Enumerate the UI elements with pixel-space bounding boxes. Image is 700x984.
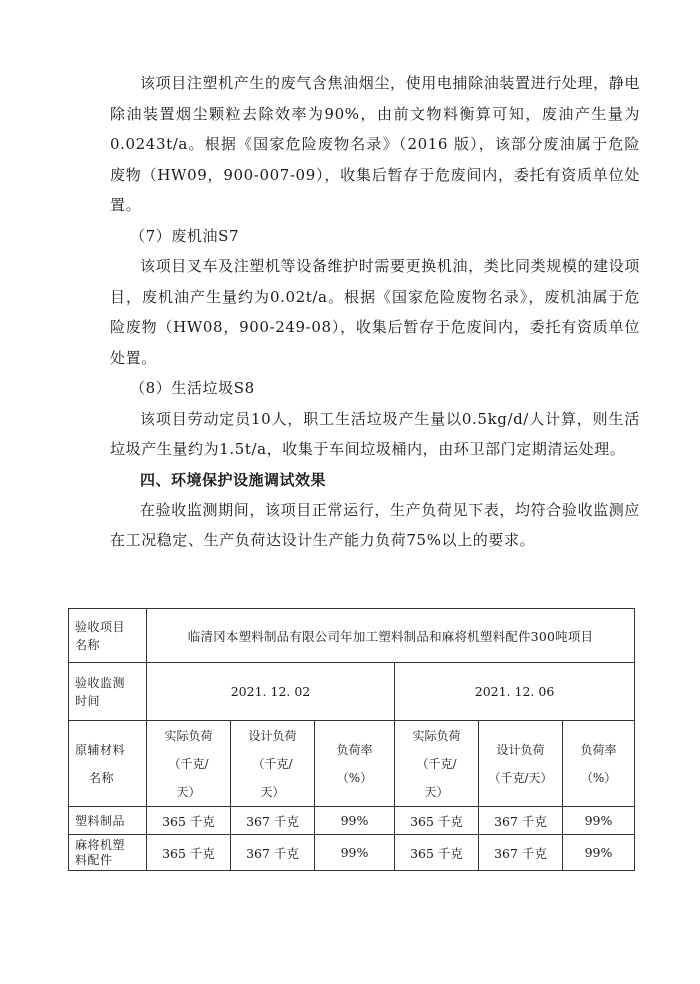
- paragraph-waste-engine-oil: 该项目叉车及注塑机等设备维护时需要更换机油，类比同类规模的建设项目，废机油产生量约为0.02t/a。根据《国家危险废物名录》，废机油属于危险废物（HW08，900-249-08），收集后暂存于危废间内，委托有资质单位处置。: [110, 257, 640, 367]
- material-label-cell: [69, 721, 147, 807]
- actual-load-header-1-line2: （千克/: [168, 756, 209, 771]
- production-load-table: [68, 608, 635, 871]
- material-name-line2: 料配件: [75, 852, 113, 867]
- material-name: [69, 835, 147, 871]
- design-load-header-1-line3: 天）: [260, 784, 285, 799]
- actual-load-2: 365 千克: [395, 835, 479, 871]
- load-rate-header-2-line1: 负荷率: [580, 742, 617, 757]
- material-label-line1: 原辅材料: [75, 742, 126, 757]
- time-label-line2: 时间: [75, 693, 101, 708]
- table-row: [69, 835, 635, 871]
- design-load-1: 367 千克: [231, 807, 315, 835]
- design-load-2: 367 千克: [479, 807, 563, 835]
- actual-load-2: 365 千克: [395, 807, 479, 835]
- monitoring-date-1: 2021. 12. 02: [147, 663, 395, 721]
- table-row-project: [69, 609, 635, 663]
- project-name: 临清冈本塑料制品有限公司年加工塑料制品和麻将机塑料配件300吨项目: [147, 609, 635, 663]
- paragraph-waste-oil: 该项目注塑机产生的废气含焦油烟尘，使用电捕除油装置进行处理，静电除油装置烟尘颗粒去除效率为90%，由前文物料衡算可知，废油产生量为0.0243t/a。根据《国家危险废物名录》（2016 版），该部分废油属于危险废物（HW09，900-007-09），收集后暂存于危废间内，委托有资质单位处置。: [110, 74, 640, 214]
- table-row: [69, 807, 635, 835]
- actual-load-1: 365 千克: [147, 835, 231, 871]
- paragraph-domestic-garbage: 该项目劳动定员10人，职工生活垃圾产生量以0.5kg/d/人计算，则生活垃圾产生量约为1.5t/a，收集于车间垃圾桶内，由环卫部门定期清运处理。: [110, 409, 640, 458]
- load-rate-header-1: [315, 721, 395, 807]
- actual-load-header-2-line3: 天）: [424, 784, 449, 799]
- heading-domestic-garbage: （8）生活垃圾S8: [130, 379, 255, 397]
- design-load-header-2: [479, 721, 563, 807]
- load-rate-header-1-line2: （%）: [336, 770, 373, 785]
- load-rate-1: 99%: [315, 807, 395, 835]
- project-label-line1: 验收项目: [75, 619, 126, 634]
- design-load-header-1: [231, 721, 315, 807]
- table-row-time: [69, 663, 635, 721]
- actual-load-header-2: [395, 721, 479, 807]
- design-load-header-2-line1: 设计负荷: [496, 742, 545, 757]
- load-rate-header-2-line2: （%）: [580, 770, 617, 785]
- material-label-line2: 名称: [89, 770, 115, 785]
- material-name-line1: 麻将机塑: [75, 837, 126, 852]
- material-name: 塑料制品: [69, 807, 147, 835]
- actual-load-header-1-line1: 实际负荷: [164, 728, 213, 743]
- design-load-header-1-line2: （千克/: [252, 756, 293, 771]
- time-label-cell: [69, 663, 147, 721]
- load-rate-header-1-line1: 负荷率: [336, 742, 373, 757]
- project-label-line2: 名称: [75, 637, 101, 652]
- paragraph-monitoring: 在验收监测期间，该项目正常运行，生产负荷见下表，均符合验收监测应在工况稳定、生产负荷达设计生产能力负荷75%以上的要求。: [110, 500, 640, 549]
- load-rate-header-2: [563, 721, 635, 807]
- time-label-line1: 验收监测: [75, 675, 126, 690]
- table-row-column-headers: [69, 721, 635, 807]
- actual-load-header-2-line2: （千克/: [416, 756, 457, 771]
- load-rate-2: 99%: [563, 835, 635, 871]
- design-load-1: 367 千克: [231, 835, 315, 871]
- design-load-header-2-line2: （千克/天）: [488, 770, 553, 785]
- project-label-cell: [69, 609, 147, 663]
- section-heading-4: 四、环境保护设施调试效果: [140, 470, 327, 489]
- heading-waste-engine-oil: （7）废机油S7: [130, 226, 240, 245]
- design-load-header-1-line1: 设计负荷: [248, 728, 297, 743]
- actual-load-header-1-line3: 天）: [176, 784, 201, 799]
- actual-load-header-2-line1: 实际负荷: [412, 728, 461, 743]
- load-rate-2: 99%: [563, 807, 635, 835]
- actual-load-1: 365 千克: [147, 807, 231, 835]
- actual-load-header-1: [147, 721, 231, 807]
- monitoring-date-2: 2021. 12. 06: [395, 663, 635, 721]
- design-load-2: 367 千克: [479, 835, 563, 871]
- load-rate-1: 99%: [315, 835, 395, 871]
- text-block: [110, 68, 640, 556]
